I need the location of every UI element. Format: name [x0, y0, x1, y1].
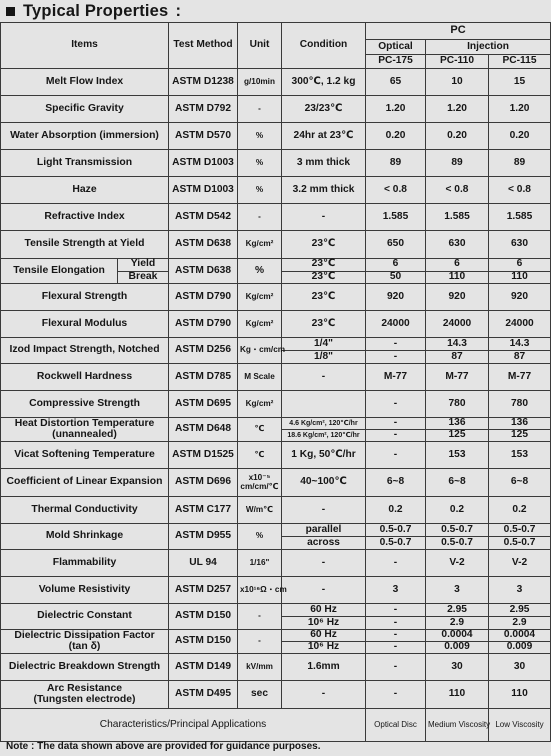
item-name: Dielectric Constant — [1, 604, 169, 630]
sub-item-break: Break — [118, 271, 168, 284]
test-method: ASTM D257 — [169, 577, 238, 604]
unit: ℃ — [238, 418, 282, 442]
condition: 10⁶ Hz — [282, 617, 366, 630]
value-cell: 14.3 — [489, 338, 551, 351]
value-cell: - — [366, 391, 426, 418]
header-injection: Injection — [426, 40, 551, 55]
item-name: Volume Resistivity — [1, 577, 169, 604]
bullet-square-icon — [6, 7, 15, 16]
test-method: ASTM D955 — [169, 524, 238, 550]
test-method: ASTM D638 — [169, 231, 238, 259]
condition: - — [282, 497, 366, 524]
value-cell: 65 — [366, 69, 426, 96]
value-cell: < 0.8 — [366, 177, 426, 204]
value-cell: 6 — [426, 259, 489, 272]
condition: 23/23℃ — [282, 96, 366, 123]
condition: across — [282, 537, 366, 550]
unit: - — [238, 96, 282, 123]
header-unit: Unit — [238, 23, 282, 69]
item-name — [1, 630, 169, 654]
test-method: ASTM C177 — [169, 497, 238, 524]
item-name: Coefficient of Linear Expansion — [1, 469, 169, 497]
footnote: Note : The data shown above are provided for guidance purposes. — [6, 741, 321, 752]
value-cell: 650 — [366, 231, 426, 259]
condition: - — [282, 364, 366, 391]
value-cell: 0.2 — [426, 497, 489, 524]
unit: % — [238, 177, 282, 204]
item-line: Dielectric Dissipation Factor — [14, 629, 155, 641]
test-method: ASTM D256 — [169, 338, 238, 364]
condition: 300℃, 1.2 kg — [282, 69, 366, 96]
header-pc: PC — [366, 23, 551, 40]
value-cell: - — [366, 630, 426, 642]
value-cell: 0.2 — [489, 497, 551, 524]
application-cell: Optical Disc — [366, 709, 426, 742]
table-row — [1, 524, 551, 537]
condition — [282, 391, 366, 418]
item-name: Haze — [1, 177, 169, 204]
unit: - — [238, 604, 282, 630]
item-name — [1, 259, 169, 284]
value-cell: 10 — [426, 69, 489, 96]
value-cell: M-77 — [426, 364, 489, 391]
table-row — [1, 284, 551, 311]
table-row — [1, 469, 551, 497]
test-method: ASTM D648 — [169, 418, 238, 442]
condition: 18.6 Kg/cm², 120℃/hr — [282, 430, 366, 442]
unit: % — [238, 123, 282, 150]
value-cell: 0.5-0.7 — [426, 524, 489, 537]
unit: Kg/cm² — [238, 311, 282, 338]
value-cell: < 0.8 — [489, 177, 551, 204]
value-cell: 0.0004 — [426, 630, 489, 642]
header-test-method: Test Method — [169, 23, 238, 69]
value-cell: 87 — [426, 351, 489, 364]
item-name: Vicat Softening Temperature — [1, 442, 169, 469]
value-cell: - — [366, 442, 426, 469]
application-cell: Medium Viscosity — [426, 709, 489, 742]
condition: 23℃ — [282, 284, 366, 311]
test-method: ASTM D638 — [169, 259, 238, 284]
title-colon: : — [175, 1, 182, 20]
value-cell: 110 — [426, 271, 489, 284]
item-label: Tensile Elongation — [13, 264, 105, 276]
unit: Kg/cm² — [238, 284, 282, 311]
item-name: Tensile Strength at Yield — [1, 231, 169, 259]
table-row — [1, 96, 551, 123]
value-cell: - — [366, 604, 426, 617]
item-name: Izod Impact Strength, Notched — [1, 338, 169, 364]
unit: Kg/cm² — [238, 231, 282, 259]
value-cell: - — [366, 430, 426, 442]
condition: - — [282, 204, 366, 231]
table-row — [1, 311, 551, 338]
condition: 1/4" — [282, 338, 366, 351]
value-cell: M-77 — [366, 364, 426, 391]
value-cell: 1.20 — [426, 96, 489, 123]
value-cell: 125 — [489, 430, 551, 442]
condition: - — [282, 577, 366, 604]
value-cell: - — [366, 550, 426, 577]
value-cell: 6~8 — [366, 469, 426, 497]
test-method: ASTM D790 — [169, 311, 238, 338]
value-cell: 89 — [426, 150, 489, 177]
item-name: Mold Shrinkage — [1, 524, 169, 550]
value-cell: 89 — [366, 150, 426, 177]
value-cell: 153 — [426, 442, 489, 469]
unit: x10¹⁶Ω・cm — [238, 577, 282, 604]
table-row — [1, 204, 551, 231]
table-row — [1, 550, 551, 577]
value-cell: 24000 — [426, 311, 489, 338]
item-name: Refractive Index — [1, 204, 169, 231]
table-row — [1, 364, 551, 391]
value-cell: 6~8 — [426, 469, 489, 497]
value-cell: 3 — [489, 577, 551, 604]
value-cell: 0.5-0.7 — [489, 537, 551, 550]
header-condition: Condition — [282, 23, 366, 69]
table-row — [1, 418, 551, 430]
item-name: Flexural Modulus — [1, 311, 169, 338]
unit: % — [238, 524, 282, 550]
value-cell: V-2 — [426, 550, 489, 577]
condition: 40~100℃ — [282, 469, 366, 497]
condition: 1.6mm — [282, 654, 366, 681]
value-cell: 6~8 — [489, 469, 551, 497]
condition: - — [282, 681, 366, 709]
item-name: Light Transmission — [1, 150, 169, 177]
value-cell: 0.009 — [489, 642, 551, 654]
value-cell: 24000 — [366, 311, 426, 338]
test-method: ASTM D1238 — [169, 69, 238, 96]
table-row — [1, 391, 551, 418]
properties-table — [0, 22, 551, 742]
value-cell: 15 — [489, 69, 551, 96]
value-cell: - — [366, 681, 426, 709]
unit-line: x10⁻⁵ — [248, 472, 271, 482]
application-cell: Low Viscosity — [489, 709, 551, 742]
value-cell: 136 — [426, 418, 489, 430]
value-cell: 0.0004 — [489, 630, 551, 642]
value-cell: - — [366, 338, 426, 351]
item-line: (unannealed) — [52, 428, 117, 440]
test-method: UL 94 — [169, 550, 238, 577]
item-name: Dielectric Breakdown Strength — [1, 654, 169, 681]
table-row — [1, 654, 551, 681]
item-name — [1, 681, 169, 709]
value-cell: 3 — [426, 577, 489, 604]
test-method: ASTM D1003 — [169, 150, 238, 177]
table-row — [1, 709, 551, 742]
value-cell: 125 — [426, 430, 489, 442]
value-cell: - — [366, 654, 426, 681]
value-cell: 14.3 — [426, 338, 489, 351]
unit: Kg・cm/cm — [238, 338, 282, 364]
item-name: Melt Flow Index — [1, 69, 169, 96]
condition: parallel — [282, 524, 366, 537]
header-grade: PC-115 — [489, 55, 551, 69]
table-row — [1, 442, 551, 469]
test-method: ASTM D792 — [169, 96, 238, 123]
unit: M Scale — [238, 364, 282, 391]
unit: - — [238, 204, 282, 231]
value-cell: 920 — [426, 284, 489, 311]
item-name: Water Absorption (immersion) — [1, 123, 169, 150]
test-method: ASTM D695 — [169, 391, 238, 418]
value-cell: 6 — [489, 259, 551, 272]
value-cell: 30 — [426, 654, 489, 681]
value-cell: 1.20 — [366, 96, 426, 123]
unit: % — [238, 259, 282, 284]
item-name: Flexural Strength — [1, 284, 169, 311]
value-cell: 6 — [366, 259, 426, 272]
test-method: ASTM D542 — [169, 204, 238, 231]
value-cell: 3 — [366, 577, 426, 604]
condition: - — [282, 550, 366, 577]
unit: - — [238, 630, 282, 654]
test-method: ASTM D570 — [169, 123, 238, 150]
value-cell: 110 — [489, 271, 551, 284]
test-method: ASTM D696 — [169, 469, 238, 497]
table-row — [1, 604, 551, 617]
test-method: ASTM D150 — [169, 630, 238, 654]
value-cell: 1.20 — [489, 96, 551, 123]
value-cell: 2.9 — [426, 617, 489, 630]
unit — [238, 469, 282, 497]
condition: 24hr at 23℃ — [282, 123, 366, 150]
value-cell: 0.20 — [489, 123, 551, 150]
table-row — [1, 338, 551, 351]
value-cell: 0.2 — [366, 497, 426, 524]
unit: W/m℃ — [238, 497, 282, 524]
value-cell: - — [366, 642, 426, 654]
item-line: (Tungsten electrode) — [33, 693, 136, 705]
value-cell: 0.20 — [366, 123, 426, 150]
condition: 23℃ — [282, 271, 366, 284]
condition: 10⁶ Hz — [282, 642, 366, 654]
value-cell: 136 — [489, 418, 551, 430]
condition: 60 Hz — [282, 604, 366, 617]
value-cell: 0.5-0.7 — [366, 537, 426, 550]
unit: Kg/cm² — [238, 391, 282, 418]
table-row — [1, 150, 551, 177]
condition: 23℃ — [282, 311, 366, 338]
value-cell: - — [366, 617, 426, 630]
item-name: Flammability — [1, 550, 169, 577]
unit: sec — [238, 681, 282, 709]
value-cell: 1.585 — [489, 204, 551, 231]
value-cell: 920 — [366, 284, 426, 311]
table-row — [1, 123, 551, 150]
value-cell: 920 — [489, 284, 551, 311]
condition: 3.2 mm thick — [282, 177, 366, 204]
value-cell: 780 — [489, 391, 551, 418]
value-cell: 0.20 — [426, 123, 489, 150]
unit: % — [238, 150, 282, 177]
value-cell: 2.95 — [426, 604, 489, 617]
unit: g/10min — [238, 69, 282, 96]
item-line: (tan δ) — [68, 640, 101, 652]
table-row — [1, 497, 551, 524]
value-cell: 50 — [366, 271, 426, 284]
value-cell: 30 — [489, 654, 551, 681]
value-cell: 1.585 — [366, 204, 426, 231]
value-cell: 630 — [489, 231, 551, 259]
header-grade: PC-175 — [366, 55, 426, 69]
value-cell: M-77 — [489, 364, 551, 391]
item-line: Heat Distortion Temperature — [14, 417, 155, 429]
value-cell: 24000 — [489, 311, 551, 338]
table-row — [1, 259, 551, 272]
table-row — [1, 177, 551, 204]
value-cell: 2.95 — [489, 604, 551, 617]
test-method: ASTM D1003 — [169, 177, 238, 204]
unit: ℃ — [238, 442, 282, 469]
item-name: Specific Gravity — [1, 96, 169, 123]
test-method: ASTM D790 — [169, 284, 238, 311]
item-name: Compressive Strength — [1, 391, 169, 418]
table-row — [1, 630, 551, 642]
value-cell: 89 — [489, 150, 551, 177]
unit: 1/16" — [238, 550, 282, 577]
value-cell: 110 — [426, 681, 489, 709]
condition: 3 mm thick — [282, 150, 366, 177]
applications-label: Characteristics/Principal Applications — [1, 709, 366, 742]
condition: 1/8" — [282, 351, 366, 364]
unit: kV/mm — [238, 654, 282, 681]
header-items: Items — [1, 23, 169, 69]
value-cell: - — [366, 418, 426, 430]
value-cell: 2.9 — [489, 617, 551, 630]
value-cell: 780 — [426, 391, 489, 418]
value-cell: 110 — [489, 681, 551, 709]
header-optical: Optical — [366, 40, 426, 55]
value-cell: 0.5-0.7 — [426, 537, 489, 550]
value-cell: V-2 — [489, 550, 551, 577]
condition: 60 Hz — [282, 630, 366, 642]
value-cell: 0.5-0.7 — [489, 524, 551, 537]
condition: 1 Kg, 50℃/hr — [282, 442, 366, 469]
condition: 4.6 Kg/cm², 120℃/hr — [282, 418, 366, 430]
sub-item-yield: Yield — [130, 258, 156, 270]
condition: 23℃ — [282, 231, 366, 259]
test-method: ASTM D1525 — [169, 442, 238, 469]
title-text: Typical Properties — [23, 1, 169, 20]
header-grade: PC-110 — [426, 55, 489, 69]
test-method: ASTM D149 — [169, 654, 238, 681]
item-name: Thermal Conductivity — [1, 497, 169, 524]
value-cell: < 0.8 — [426, 177, 489, 204]
table-row — [1, 231, 551, 259]
page-title — [6, 1, 181, 21]
item-name: Rockwell Hardness — [1, 364, 169, 391]
test-method: ASTM D785 — [169, 364, 238, 391]
table-row — [1, 681, 551, 709]
item-line: Arc Resistance — [46, 682, 123, 694]
table-row — [1, 577, 551, 604]
value-cell: 0.5-0.7 — [366, 524, 426, 537]
test-method: ASTM D150 — [169, 604, 238, 630]
value-cell: 630 — [426, 231, 489, 259]
value-cell: 87 — [489, 351, 551, 364]
value-cell: 153 — [489, 442, 551, 469]
value-cell: - — [366, 351, 426, 364]
value-cell: 0.009 — [426, 642, 489, 654]
value-cell: 1.585 — [426, 204, 489, 231]
table-row — [1, 69, 551, 96]
unit-line: cm/cm/℃ — [240, 481, 279, 491]
item-name — [1, 418, 169, 442]
test-method: ASTM D495 — [169, 681, 238, 709]
condition: 23℃ — [282, 259, 366, 272]
